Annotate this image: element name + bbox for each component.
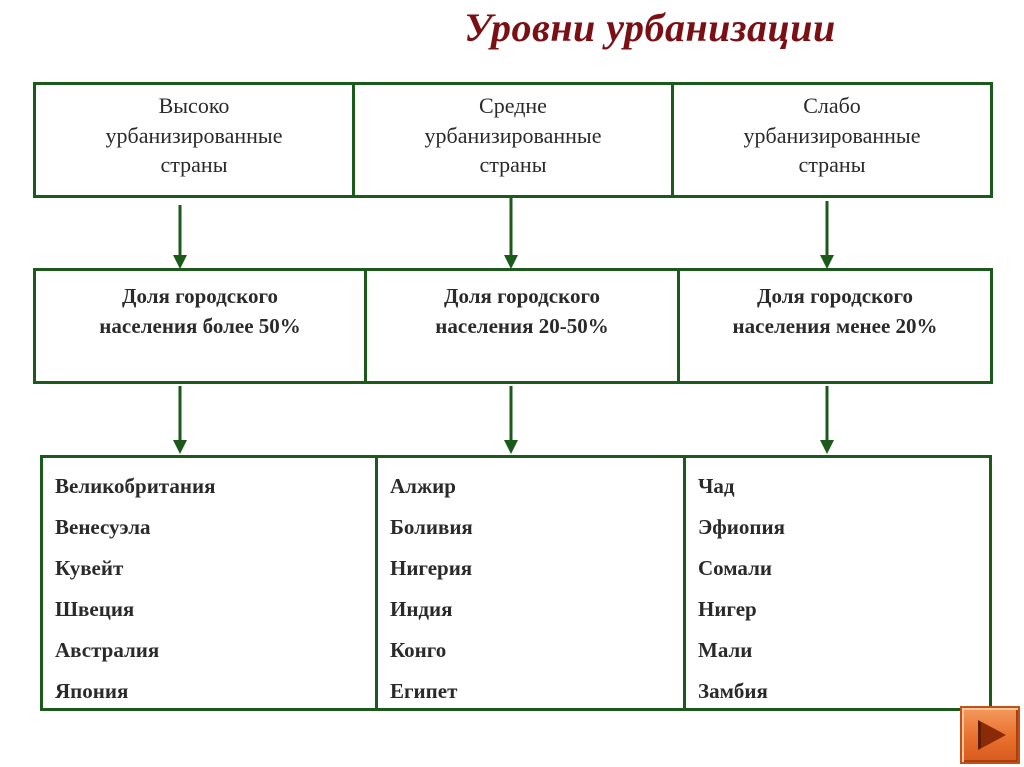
list-item: Япония — [55, 679, 129, 703]
header-line: Средне — [479, 93, 547, 118]
list-item: Замбия — [698, 679, 768, 703]
header-line: Слабо — [803, 93, 861, 118]
share-line: Доля городского — [122, 284, 278, 308]
share-line: населения менее 20% — [732, 314, 938, 339]
level-header-low — [671, 82, 993, 198]
arrow-down-icon — [499, 198, 523, 271]
urban-share-low — [677, 268, 993, 384]
arrow-down-icon — [499, 386, 523, 456]
list-item: Кувейт — [55, 556, 124, 580]
list-item: Венесуэла — [55, 515, 151, 539]
arrow-down-icon — [168, 386, 192, 456]
share-line: населения 20-50% — [435, 314, 609, 339]
list-item: Конго — [390, 638, 447, 662]
arrow-down-icon — [168, 205, 192, 271]
list-item: Нигерия — [390, 556, 473, 580]
list-item: Мали — [698, 638, 753, 662]
level-header-high — [33, 82, 355, 198]
list-item: Австралия — [55, 638, 160, 662]
country-list-high — [40, 455, 378, 711]
list-item: Индия — [390, 597, 453, 621]
list-item: Боливия — [390, 515, 473, 539]
list-item: Чад — [698, 474, 735, 498]
header-line: страны — [798, 152, 866, 178]
header-line: страны — [160, 152, 228, 178]
header-line: урбанизированные — [105, 122, 283, 148]
list-item: Алжир — [390, 474, 456, 498]
header-line: урбанизированные — [743, 122, 921, 148]
play-triangle-icon — [962, 708, 1018, 762]
page-title: Уровни урбанизации — [464, 5, 836, 50]
country-list-low — [683, 455, 992, 711]
next-slide-button[interactable] — [960, 706, 1020, 764]
list-item: Великобритания — [55, 474, 216, 498]
header-line: страны — [479, 152, 547, 178]
urban-share-medium — [364, 268, 680, 384]
urban-share-high — [33, 268, 367, 384]
share-line: Доля городского — [444, 284, 600, 308]
list-item: Швеция — [55, 597, 135, 621]
list-item: Эфиопия — [698, 515, 785, 539]
level-header-medium — [352, 82, 674, 198]
share-line: Доля городского — [757, 284, 913, 308]
list-item: Сомали — [698, 556, 772, 580]
share-line: населения более 50% — [99, 314, 301, 339]
list-item: Египет — [390, 679, 458, 703]
arrow-down-icon — [815, 386, 839, 456]
country-list-medium — [375, 455, 686, 711]
header-line: Высоко — [158, 93, 230, 118]
arrow-down-icon — [815, 201, 839, 271]
list-item: Нигер — [698, 597, 757, 621]
header-line: урбанизированные — [424, 122, 602, 148]
